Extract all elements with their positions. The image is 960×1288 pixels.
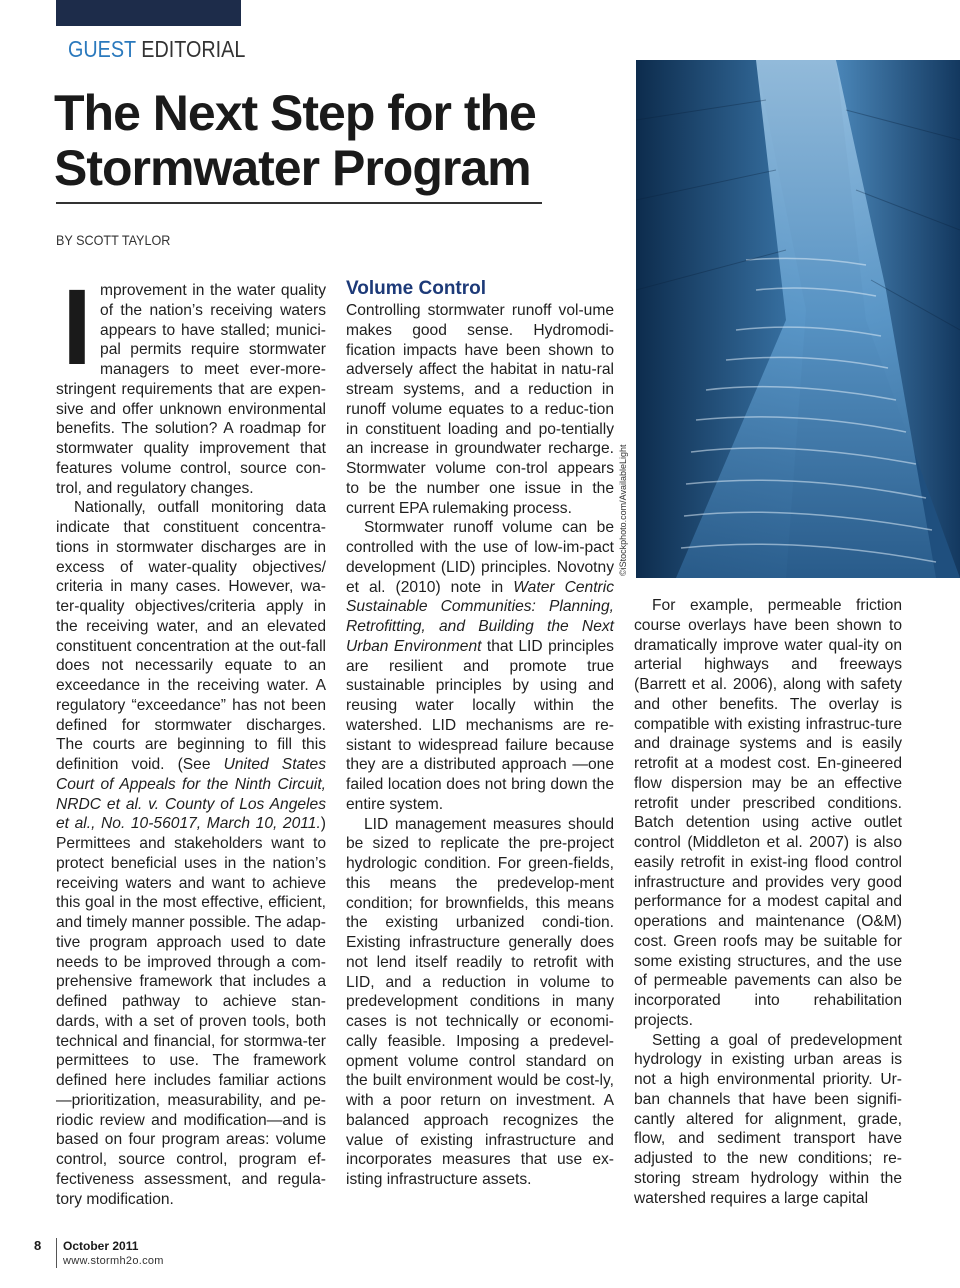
drop-cap: I [62, 266, 93, 387]
article-column-1 [56, 266, 326, 1209]
article-title-line2: Stormwater Program [54, 140, 531, 196]
section-label-editorial: EDITORIAL [141, 36, 246, 62]
subhead-volume-control: Volume Control [346, 278, 487, 299]
website-url: www.stormh2o.com [63, 1255, 164, 1267]
paragraph [56, 266, 326, 498]
stormwater-channel-photo [636, 60, 960, 578]
article-title [54, 86, 654, 196]
byline: BY SCOTT TAYLOR [56, 232, 171, 248]
paragraph-text: Stormwater runoff volume can be controlled with the use of low-im-pact development (LID) principles. Novotny et al. (2010) note in [346, 519, 614, 596]
section-label-guest: GUEST [68, 36, 136, 62]
header-color-bar [56, 0, 241, 26]
article-column-3 [634, 596, 902, 1208]
footer-divider [56, 1238, 57, 1268]
title-divider [56, 202, 542, 204]
paragraph: For example, permeable friction course overlays have been shown to dramatically improve water qual-ity on arterial highways and freeways (Barrett et al. 2006), along with safety and other benefits. The overlay is compatible with existing infrastruc-ture and drainage systems and is easily retrofit at a modest cost. En-gineered flow dispersion may be an effective retrofit under prescribed conditions. Batch detention using active outlet control (Middleton et al. 2007) is also easily retrofit in exist-ing flood control infrastructure and provides very good performance for a modest capital and operations and maintenance (O&M) cost. Green roofs may be suitable for some existing structures, and the use of permeable pavements can also be incorporated into rehabilitation projects. [634, 597, 902, 1029]
court-citation: United States Court of Appeals for the Ninth Circuit, NRDC et al. v. County of Los Angeles et al., No. 10-56017, March 10, 2011. [56, 756, 326, 833]
article-title-line1: The Next Step for the [54, 85, 536, 141]
page-number: 8 [34, 1238, 42, 1253]
issue-date: October 2011 [63, 1239, 139, 1253]
article-column-2 [346, 278, 614, 1190]
channel-illustration [636, 60, 960, 578]
paragraph: LID management measures should be sized to replicate the pre-project hydrologic condition. For green-fields, this means the predevelop-ment condition; for brownfields, this means the existing urbanized condi-tion. Existing infrastructure generally does not lend itself readily to retrofit with LID, and a reduction in volume to predevelopment conditions in many cases is not technically or economi-cally feasible. Imposing a predevel-opment volume control standard on the built environment would be cost-ly, with a poor return on investment. A balanced approach recognizes the value of existing infrastructure and incorporates measures that use ex-isting infrastructure assets. [346, 815, 614, 1188]
section-label [68, 36, 245, 63]
paragraph [346, 518, 614, 814]
paragraph [56, 498, 326, 1209]
paragraph-text: that LID principles are resilient and promote true sustainable principles by using and reusing water locally within the watershed. LID mechanisms are re-sistant to widespread failure because they are a distributed approach —one failed location does not bring down the entire system. [346, 637, 614, 813]
paragraph-text: mprovement in the water quality of the nation’s receiving waters appears to have stalled; munici-pal permits require stormwater managers to meet ever-more-stringent requirements that are expen-sive and offer unknown environmental benefits. The solution? A roadmap for stormwater quality improvement that features volume control, source con-trol, and regulatory changes. [56, 282, 326, 497]
photo-credit: ©iStockphoto.com/AvailableLight [618, 444, 628, 576]
paragraph-text: Nationally, outfall monitoring data indicate that constituent concentra-tions in stormwater discharges are in excess of water-quality objectives/ criteria in many cases. However, wa-ter-quality objectives/criteria apply in the receiving water, and an elevated constituent concentration at the out-fall does not necessarily equate to an exceedance in the receiving water. A regulatory “exceedance” has not been defined for stormwater discharges. The courts are beginning to fill this definition void. (See [56, 499, 326, 773]
paragraph: Controlling stormwater runoff vol-ume makes good sense. Hydromodi-fication impacts have been shown to adversely affect the habitat in natu-ral stream systems, and a reduction in runoff volume equates to a reduc-tion in constituent loading and po-tentially an increase in groundwater recharge. Stormwater volume con-trol appears to be the number one issue in the current EPA rulemaking process. [346, 302, 614, 517]
paragraph-text: ) Permittees and stakeholders want to protect beneficial uses in the nation’s receiving waters and want to achieve this goal in the most effective, efficient, and timely manner possible. The adap-tive program approach used to date needs to be improved through a com-prehensive framework that includes a defined pathway to achieve stan-dards, with a set of proven tools, both technical and financial, for stormwa-ter permittees to use. The framework defined here includes familiar actions —prioritization, measurability, and pe-riodic review and modification—and is based on four program areas: volume control, source control, program ef-fectiveness assessment, and regula-tory modification. [56, 815, 326, 1208]
paragraph: Setting a goal of predevelopment hydrology in existing urban areas is not a high environmental priority. Ur-ban channels that have been signifi-cantly altered for alignment, grade, flow, and sediment transport have adjusted to the new conditions; re-storing stream hydrology within the watershed requires a large capital [634, 1031, 902, 1207]
book-title: Water Centric Sustainable Communities: Planning, Retrofitting, and Building the Next Urban Environment [346, 578, 614, 655]
